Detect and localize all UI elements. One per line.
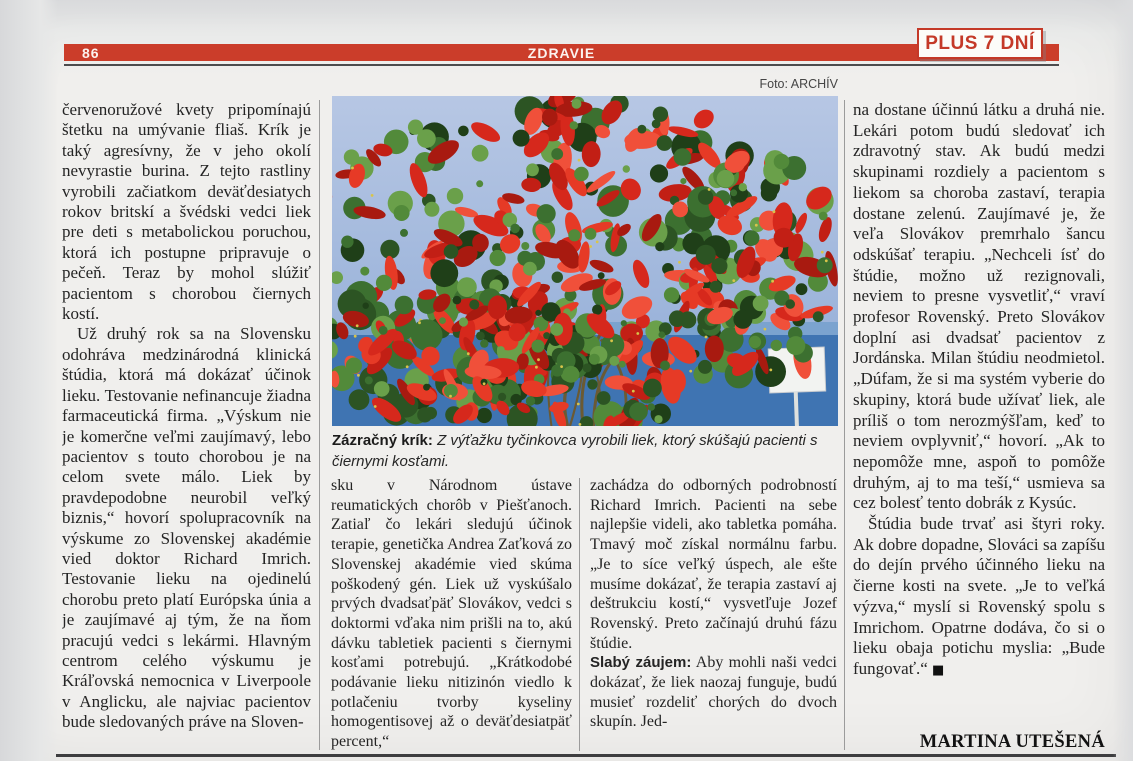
column-rule-right xyxy=(844,100,845,750)
section-title: ZDRAVIE xyxy=(527,45,596,61)
photo-credit: Foto: ARCHÍV xyxy=(759,77,838,91)
photo-caption xyxy=(332,431,844,472)
column-middle-1 xyxy=(331,476,572,753)
paragraph xyxy=(590,653,837,732)
author-byline: MARTINA UTEŠENÁ xyxy=(919,732,1105,752)
paragraph: červenoružové kvety pripomínajú štetku na umývanie fliaš. Krík je taký agresívny, že v jeho okolí nevyrastie burina. Z tejto rastliny vyrobili začiatkom deväťdesiatych rokov britskí a švédski vedci liek pre deti s metabolickou poruchou, ktorá ich postupne pripravuje o pečeň. Teraz by mohol slúžiť pacientom s chorobou čiernych kostí. xyxy=(62,100,311,324)
paragraph: zachádza do odborných podrobností Richard Imrich. Pacienti na sebe najlepšie videli, ako tabletka pomáha. Tmavý moč získal normálnu farbu. „Je to síce veľký úspech, ale ešte musíme dokázať, že terapia zastaví aj deštrukciu kostí,“ vysvetľuje Jozef Rovenský. Preto začínajú druhú fázu štúdie. xyxy=(590,477,837,652)
page-number: 86 xyxy=(82,45,100,61)
article-end-mark: ■ xyxy=(932,662,945,678)
paragraph xyxy=(853,514,1105,682)
paragraph: na dostane účinnú látku a druhá nie. Lekári potom budú sledovať ich zdravotný stav. Ak budú medzi skupinami rozdiely a pacientom s liekom sa choroba zastaví, terapia dostane zelenú. Zaujímavé je, že veľa Slovákov premrhalo šancu odskúšať terapiu. „Nechceli ísť do štúdie, možno už rezignovali, neviem to presne vysvetliť,“ vraví profesor Rovenský. Preto Slovákov doplní asi dvadsať pacientov z Jordánska. Milan štúdiu neodmietol. „Dúfam, že si ma systém vyberie do skupiny, ktorá bude užívať liek, ale príliš o tom nerozmýšľam, keď to neviem ovplyvniť,“ hovorí. „Ak to nepomôže mne, aspoň to pomôže druhým, aj to ma teší,“ usmieva sa cez bolesť tento dobrák z Kysúc. xyxy=(853,100,1105,513)
magazine-logo-badge: PLUS 7 DNÍ xyxy=(917,28,1043,59)
bold-lead-in: Slabý záujem: xyxy=(590,654,692,672)
paragraph-text: Štúdia bude trvať asi štyri roky. Ak dobre dopadne, Slováci sa zapíšu do dejín prvého účinného lieku na čierne kosti na svete. „Je to veľká výzva,“ myslí si Rovenský spolu s Imrichom. Opatrne dodáva, čo si o lieku obaja potichu myslia: „Bude fungovať.“ xyxy=(853,514,1105,678)
article-photo xyxy=(332,96,838,426)
header-rule xyxy=(64,64,1059,66)
column-right xyxy=(853,100,1105,726)
caption-lead: Zázračný krík: xyxy=(332,432,433,449)
column-middle-2 xyxy=(590,476,837,753)
paragraph: sku v Národnom ústave reumatických chorôb v Piešťanoch. Zatiaľ čo lekári sledujú účinok terapie, genetička Andrea Zaťková zo Slovenskej akadémie vied skúma poškodený gén. Liek už vyskúšalo prvých dvadsaťpäť Slovákov, vedci s doktormi vďaka nim prišli na to, akú dávku tabletiek pacienti s čiernymi kosťami potrebujú. „Krátkodobé podávanie lieku nitizinón viedlo k potlačeniu tvorby kyseliny homogentisovej až o deväťdesiatpäť percent,“ xyxy=(331,477,572,751)
page-bottom-rule xyxy=(56,754,1116,757)
paragraph-text: Aby mohli naši vedci dokázať, že liek naozaj funguje, budú musieť rozdeliť chorých do dvoch skupín. Jed- xyxy=(590,654,837,731)
caption-text: Z výťažku tyčinkovca vyrobili liek, ktorý skúšajú pacienti s čiernymi kosťami. xyxy=(332,432,818,470)
column-left xyxy=(62,100,311,753)
column-rule-middle xyxy=(579,478,580,751)
bottlebrush-shrub-sea-illustration xyxy=(332,96,838,426)
column-rule-left xyxy=(319,100,320,750)
paragraph: Už druhý rok sa na Slovensku odohráva medzinárodná klinická štúdia, ktorá má dokázať účinok lieku. Testovanie nefinancuje žiadna farmaceutická firma. „Výskum nie je komerčne veľmi zaujímavý, lebo pacientov s touto chorobou je na celom svete málo. Liek by pravdepodobne neurobil veľký biznis,“ hovorí spolupracovník na výskume zo Slovenskej akadémie vied doktor Richard Imrich. Testovanie lieku na ojedinelú chorobu preto platí Európska únia a je zaujímavé aj tým, že na ňom pracujú vedci s lekármi. Hlavným centrom celého výskumu je Kráľovská nemocnica v Liverpoole v Anglicku, ale najviac pacientov bude sledovaných práve na Sloven- xyxy=(62,324,311,732)
